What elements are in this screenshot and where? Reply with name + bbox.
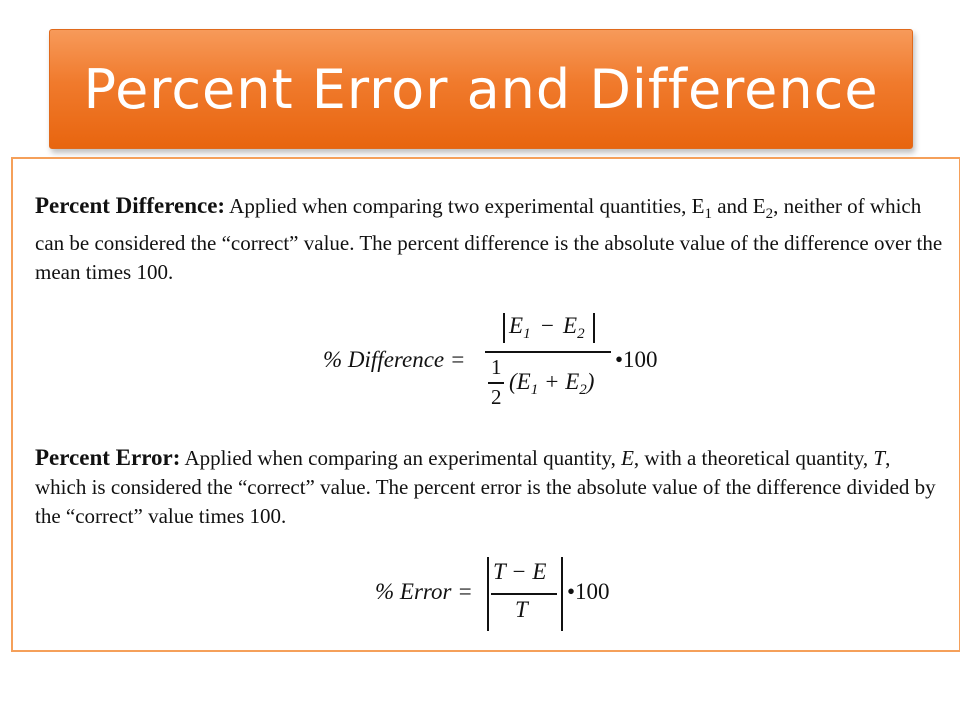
- percent-difference-paragraph: [35, 191, 945, 287]
- pe-text-1: Applied when comparing an experimental quantity,: [180, 446, 622, 470]
- pe-text-2: , with a theoretical quantity,: [633, 446, 874, 470]
- pd-formula-lhs: % Difference =: [323, 347, 466, 372]
- pd-half-numerator: 1: [491, 355, 502, 379]
- pd-times-100: •100: [615, 347, 658, 372]
- pd-den-sum: $(E_1 + E_2)$: [509, 369, 595, 398]
- content-box: [11, 157, 960, 652]
- percent-error-formula: [375, 557, 635, 637]
- pd-text-2: and E: [711, 194, 766, 218]
- pe-times-100: •100: [567, 579, 610, 604]
- pe-E: E: [621, 446, 634, 470]
- pe-denominator: T: [515, 597, 528, 622]
- slide-title: Percent Error and Difference: [83, 57, 879, 121]
- pe-abs-bar-right: [561, 557, 563, 631]
- pd-abs-bar-right: [593, 313, 595, 343]
- pd-num-E1: $E_1$: [509, 313, 531, 342]
- pd-abs-bar-left: [503, 313, 505, 343]
- pd-num-minus: −: [541, 313, 554, 338]
- pd-num-E2: $E_2$: [563, 313, 585, 342]
- title-banner: [49, 29, 913, 149]
- pd-sub-2: 2: [765, 206, 774, 222]
- pe-fraction-line: [491, 593, 557, 595]
- pe-abs-bar-left: [487, 557, 489, 631]
- percent-difference-formula: [323, 307, 683, 419]
- pe-formula-lhs: % Error =: [375, 579, 473, 604]
- percent-error-paragraph: [35, 443, 945, 531]
- percent-difference-heading: Percent Difference:: [35, 193, 226, 218]
- pe-text-3: , which is considered the “correct” value. The percent error is the absolute value of the difference divided by the “correct” value times 100.: [35, 446, 936, 528]
- percent-error-heading: Percent Error:: [35, 445, 181, 470]
- pe-numerator: T − E: [493, 559, 547, 584]
- pd-half-denominator: 2: [491, 385, 502, 409]
- pd-text-1: Applied when comparing two experimental quantities, E: [225, 194, 705, 218]
- pd-fraction-line: [485, 351, 611, 353]
- pe-T: T: [873, 446, 886, 470]
- pd-text-3: , neither of which can be considered the “correct” value. The percent difference is the absolute value of the difference over the mean times 100.: [35, 194, 943, 284]
- pd-half-line: [488, 382, 504, 384]
- pd-sub-1: 1: [704, 206, 712, 222]
